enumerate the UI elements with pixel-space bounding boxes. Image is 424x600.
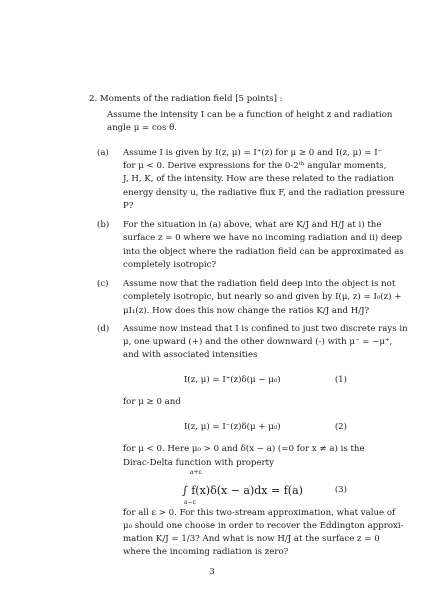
part-c-line-2: completely isotropic, but nearly so and given by I(μ, z) = I₀(z) + <box>123 292 402 302</box>
equation-2: I(z, μ) = I⁻(z)δ(μ + μ₀) <box>184 422 281 432</box>
part-b-line-1: For the situation in (a) above, what are K/J and H/J at i) the <box>123 220 382 230</box>
intro-line-1: Assume the intensity I can be a function of height z and radiation <box>107 110 393 120</box>
part-b-line-3: into the object where the radiation field can be approximated as <box>123 247 404 257</box>
part-c-line-1: Assume now that the radiation field deep into the object is not <box>123 279 396 289</box>
part-a-line-1: Assume I is given by I(z, μ) = I⁺(z) for μ ≥ 0 and I(z, μ) = I⁻ <box>123 148 383 158</box>
part-d-line-1: Assume now instead that I is confined to just two discrete rays in <box>123 324 408 334</box>
part-d-closing-line-1: for all ε > 0. For this two-stream approximation, what value of <box>123 508 396 518</box>
part-c-line-3: μI₁(z). How does this now change the ratios K/J and H/J? <box>123 306 370 316</box>
equation-1-number: (1) <box>334 375 347 385</box>
part-d-label: (d) <box>97 324 110 334</box>
equation-1: I(z, μ) = I⁺(z)δ(μ − μ₀) <box>184 375 281 385</box>
equation-3-number: (3) <box>334 485 347 495</box>
equation-3-upper-limit: a+ε <box>190 469 202 476</box>
page-number: 3 <box>209 567 215 577</box>
equation-3: ∫ f(x)δ(x − a)dx = f(a) <box>182 484 303 497</box>
equation-3-lower-limit: a−ε <box>184 499 196 506</box>
part-a-line-3: J, H, K, of the intensity. How are these related to the radiation <box>123 174 394 184</box>
part-a-line-5: P? <box>123 201 134 211</box>
part-d-closing-line-2: μ₀ should one choose in order to recover the Eddington approxi- <box>123 521 404 531</box>
part-d-line-2: μ, one upward (+) and the other downward (-) with μ⁻ = −μ⁺, <box>123 337 393 347</box>
part-a-label: (a) <box>97 148 109 158</box>
part-b-line-2: surface z = 0 where we have no incoming radiation and ii) deep <box>123 233 403 243</box>
part-b-line-4: completely isotropic? <box>123 260 217 270</box>
part-c-label: (c) <box>97 279 109 289</box>
part-d-between-2-line-2: Dirac-Delta function with property <box>123 458 274 468</box>
part-d-between-1: for μ ≥ 0 and <box>123 397 181 407</box>
part-d-closing-line-4: where the incoming radiation is zero? <box>123 547 289 557</box>
part-b-label: (b) <box>97 220 110 230</box>
intro-line-2: angle μ = cos θ. <box>107 123 178 133</box>
part-a-line-4: energy density u, the radiative flux F, and the radiation pressure <box>123 188 405 198</box>
part-d-line-3: and with associated intensities <box>123 350 258 360</box>
part-d-between-2-line-1: for μ < 0. Here μ₀ > 0 and δ(x − a) (=0 for x ≠ a) is the <box>123 444 365 454</box>
equation-2-number: (2) <box>334 422 347 432</box>
question-title: 2. Moments of the radiation field [5 points] : <box>89 94 283 104</box>
part-a-line-2: for μ < 0. Derive expressions for the 0-2ᵗʰ angular moments, <box>123 161 387 171</box>
part-d-closing-line-3: mation K/J = 1/3? And what is now H/J at the surface z = 0 <box>123 534 380 544</box>
